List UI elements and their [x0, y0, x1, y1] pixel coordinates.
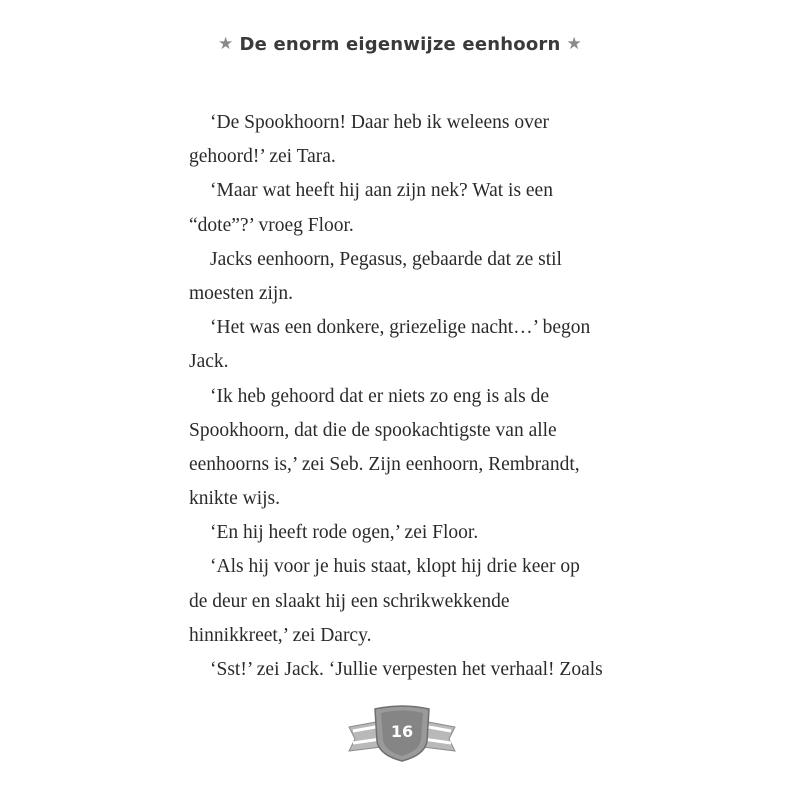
- text-line: Jacks eenhoorn, Pegasus, gebaarde dat ze stil: [210, 248, 562, 270]
- text-line: moesten zijn.: [189, 282, 293, 304]
- page-number-badge: [345, 703, 459, 763]
- text-line: Spookhoorn, dat die de spookachtigste van alle: [189, 419, 557, 441]
- text-line: ‘Ik heb gehoord dat er niets zo eng is als de: [210, 385, 549, 407]
- star-icon: ★: [566, 34, 582, 54]
- text-line: ‘Als hij voor je huis staat, klopt hij drie keer op: [210, 556, 580, 578]
- text-line: ‘En hij heeft rode ogen,’ zei Floor.: [210, 522, 479, 544]
- text-line: hinnikkreet,’ zei Darcy.: [189, 624, 372, 646]
- text-line: Jack.: [189, 351, 229, 373]
- text-line: eenhoorns is,’ zei Seb. Zijn eenhoorn, Rembrandt,: [189, 453, 580, 475]
- book-title: De enorm eigenwijze eenhoorn: [239, 34, 561, 55]
- page-number: 16: [390, 722, 414, 741]
- text-line: ‘Sst!’ zei Jack. ‘Jullie verpesten het verhaal! Zoals: [210, 659, 603, 680]
- running-header: [0, 34, 800, 55]
- star-icon: ★: [218, 34, 234, 54]
- text-line: “dote”?’ vroeg Floor.: [189, 214, 354, 236]
- text-line: ‘De Spookhoorn! Daar heb ik weleens over: [210, 112, 549, 133]
- text-line: knikte wijs.: [189, 488, 280, 510]
- page-body: [189, 106, 629, 687]
- text-line: de deur en slaakt hij een schrikwekkende: [189, 590, 510, 612]
- text-line: gehoord!’ zei Tara.: [189, 146, 336, 168]
- text-line: ‘Het was een donkere, griezelige nacht…’ begon: [210, 317, 591, 339]
- text-line: ‘Maar wat heeft hij aan zijn nek? Wat is een: [210, 180, 553, 202]
